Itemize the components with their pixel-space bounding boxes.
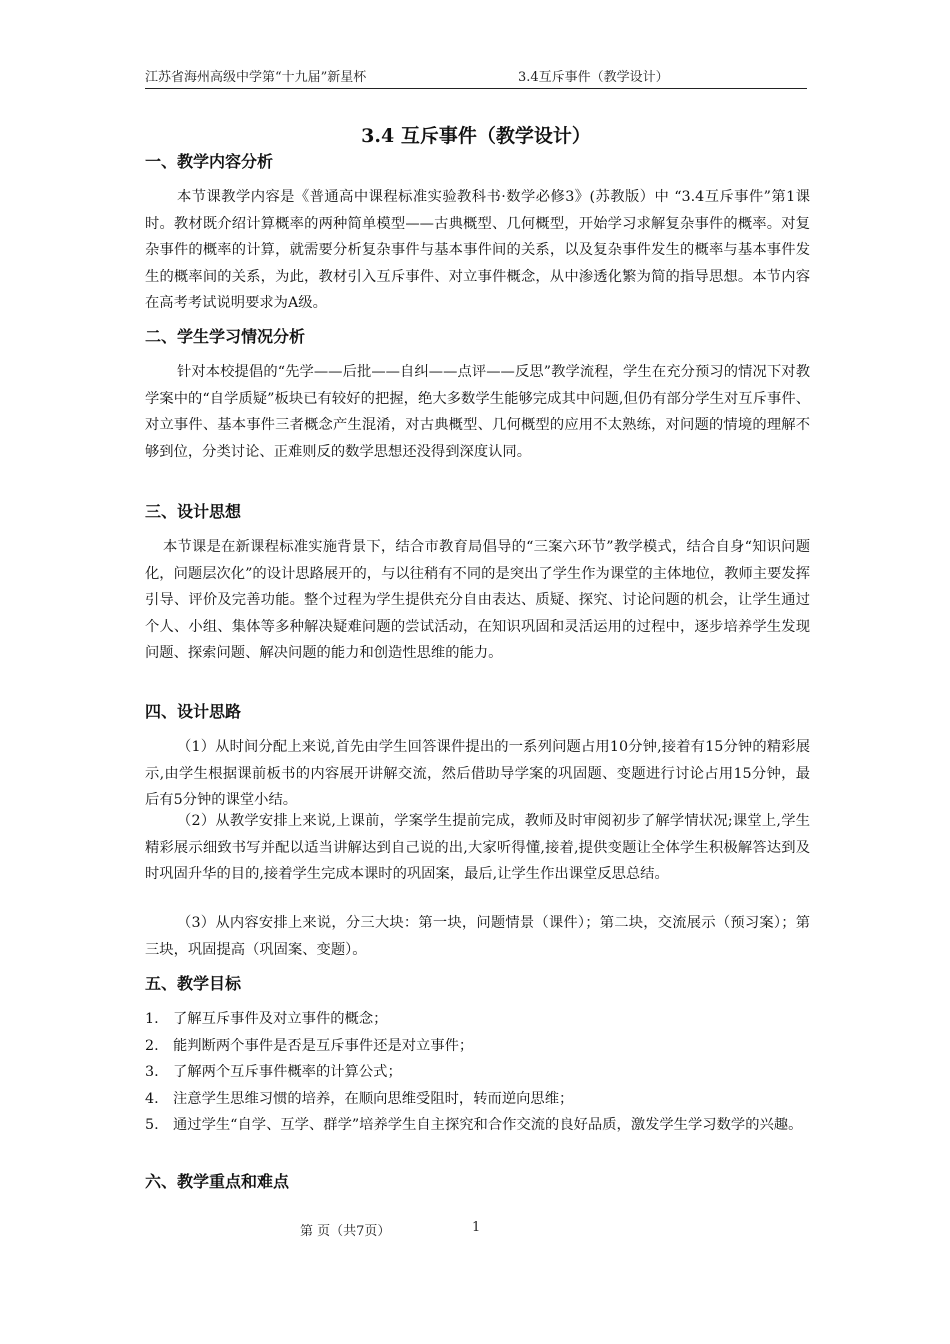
list-item-text: 了解互斥事件及对立事件的概念； xyxy=(173,1011,388,1027)
section-heading-5: 五、教学目标 xyxy=(145,974,242,993)
document-title: 3.4 互斥事件（教学设计） xyxy=(361,125,591,147)
section-4-paragraph-3: （3）从内容安排上来说，分三大块：第一块，问题情景（课件）；第二块，交流展示（预习案）；第三块，巩固提高（巩固案、变题）。 xyxy=(145,915,810,958)
list-item-text: 能判断两个事件是否是互斥事件还是对立事件； xyxy=(173,1037,474,1054)
list-item xyxy=(145,1112,810,1139)
section-1-paragraph: 本节课教学内容是《普通高中课程标准实验教科书·数学必修3》(苏教版）中 “3.4互斥事件”第1课时。教材既介绍计算概率的两种简单模型——古典概型、几何概型，开始学习求解复杂事件的概率。对复杂事件的概率的计算，就需要分析复杂事件与基本事件间的关系，以及复杂事件发生的概率与基本事件发生的概率间的关系，为此，教材引入互斥事件、对立事件概念，从中渗透化繁为简的指导思想。本节内容在高考考试说明要求为A级。 xyxy=(145,189,810,312)
section-heading-4: 四、设计思路 xyxy=(145,702,242,721)
section-4-paragraph-1: （1）从时间分配上来说,首先由学生回答课件提出的一系列问题占用10分钟,接着有15分钟的精彩展示,由学生根据课前板书的内容展开讲解交流，然后借助导学案的巩固题、变题进行讨论占用15分钟，最后有5分钟的课堂小结。 xyxy=(145,739,810,809)
objectives-list xyxy=(145,1006,810,1139)
list-item-text: 了解两个互斥事件概率的计算公式； xyxy=(173,1064,402,1081)
section-heading-3: 三、设计思想 xyxy=(145,502,242,521)
section-3-paragraph: 本节课是在新课程标准实施背景下，结合市教育局倡导的“三案六环节”教学模式，结合自身“知识问题化，问题层次化”的设计思路展开的，与以往稍有不同的是突出了学生作为课堂的主体地位，教师主要发挥引导、评价及完善功能。整个过程为学生提供充分自由表达、质疑、探究、讨论问题的机会，让学生通过个人、小组、集体等多种解决疑难问题的尝试活动，在知识巩固和灵活运用的过程中，逐步培养学生发现问题、探索问题、解决问题的能力和创造性思维的能力。 xyxy=(145,539,810,662)
list-item xyxy=(145,1059,810,1086)
list-item-number: 5. xyxy=(145,1117,159,1134)
list-item xyxy=(145,1006,810,1033)
section-4-paragraph-2: （2）从教学安排上来说,上课前，学案学生提前完成，教师及时审阅初步了解学情状况;课堂上,学生精彩展示细致书写并配以适当讲解达到自己说的出,大家听得懂,接着,提供变题让全体学生积极解答达到及时巩固升华的目的,接着学生完成本课时的巩固案，最后,让学生作出课堂反思总结。 xyxy=(145,813,810,883)
list-item-number: 3. xyxy=(145,1064,159,1081)
list-item-number: 4. xyxy=(145,1090,159,1107)
page-count-label: 第 页（共7页） xyxy=(300,1224,391,1239)
section-heading-1: 一、教学内容分析 xyxy=(145,152,274,171)
list-item xyxy=(145,1033,810,1060)
section-heading-2: 二、学生学习情况分析 xyxy=(145,327,306,346)
section-heading-6: 六、教学重点和难点 xyxy=(145,1172,290,1191)
list-item-number: 1. xyxy=(145,1011,159,1027)
list-item-text: 通过学生“自学、互学、群学”培养学生自主探究和合作交流的良好品质，激发学生学习数学的兴趣。 xyxy=(173,1117,803,1134)
header-doc-title: 3.4互斥事件（教学设计） xyxy=(518,70,669,85)
list-item xyxy=(145,1086,810,1113)
list-item-number: 2. xyxy=(145,1037,159,1054)
section-2-paragraph: 针对本校提倡的“先学——后批——自纠——点评——反思”教学流程，学生在充分预习的情况下对教学案中的“自学质疑”板块已有较好的把握，绝大多数学生能够完成其中问题,但仍有部分学生对互斥事件、对立事件、基本事件三者概念产生混淆，对古典概型、几何概型的应用不太熟练，对问题的情境的理解不够到位，分类讨论、正难则反的数学思想还没得到深度认同。 xyxy=(145,364,810,460)
list-item-text: 注意学生思维习惯的培养，在顺向思维受阻时，转而逆向思维； xyxy=(173,1090,574,1107)
header-school: 江苏省海州高级中学第“十九届”新星杯 xyxy=(145,70,367,85)
page-header xyxy=(145,64,807,89)
page-number: 1 xyxy=(472,1220,481,1235)
